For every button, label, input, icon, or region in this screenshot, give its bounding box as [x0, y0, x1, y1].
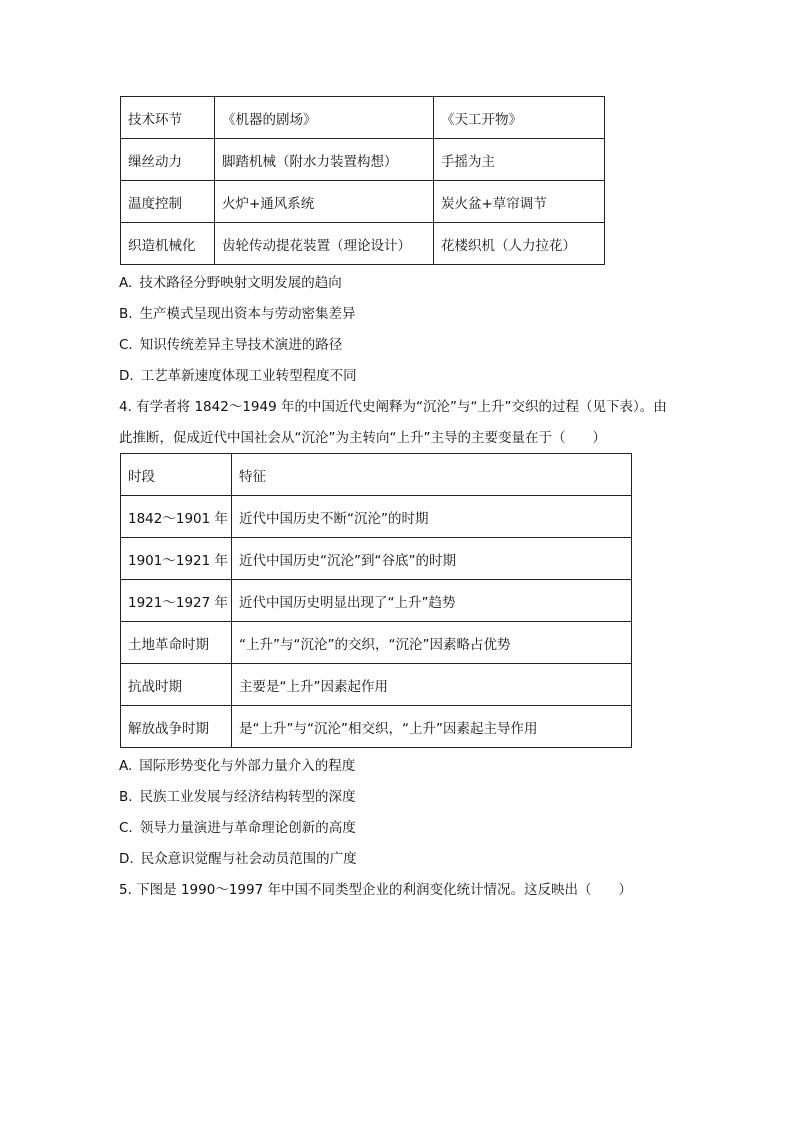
q3-option-c	[119, 335, 342, 355]
table-cell: 主要是“上升”因素起作用	[232, 664, 632, 706]
option-text: 工艺革新速度体现工业转型程度不同	[140, 368, 357, 384]
option-letter: A.	[119, 275, 133, 291]
table-cell: 1921～1927 年	[121, 580, 232, 622]
option-text: 领导力量演进与革命理论创新的高度	[139, 820, 356, 836]
table-cell: 土地革命时期	[121, 622, 232, 664]
table-row	[121, 538, 632, 580]
table-row	[121, 181, 605, 223]
table-cell: 解放战争时期	[121, 706, 232, 748]
table-row	[121, 580, 632, 622]
option-letter: A.	[119, 758, 133, 774]
table-row	[121, 139, 605, 181]
table-cell: 缫丝动力	[121, 139, 215, 181]
option-text: 国际形势变化与外部力量介入的程度	[139, 758, 356, 774]
q5-stem-line-1: 5. 下图是 1990～1997 年中国不同类型企业的利润变化统计情况。这反映出（ ）	[119, 882, 632, 898]
option-text: 民族工业发展与经济结构转型的深度	[139, 789, 356, 805]
table-cell: 是“上升”与“沉沦”相交织，“上升”因素起主导作用	[232, 706, 632, 748]
option-letter: D.	[119, 368, 134, 384]
option-text: 民众意识觉醒与社会动员范围的广度	[140, 851, 357, 867]
table-row	[121, 454, 632, 496]
q4-option-c	[119, 818, 356, 838]
table-cell: 齿轮传动提花装置（理论设计）	[215, 223, 434, 265]
table-cell: 时段	[121, 454, 232, 496]
history-periods-table	[120, 453, 632, 748]
table-cell: 脚踏机械（附水力装置构想）	[215, 139, 434, 181]
q4-stem-line-2: 此推断，促成近代中国社会从“沉沦”为主转向“上升”主导的主要变量在于（ ）	[119, 430, 606, 446]
table-row	[121, 223, 605, 265]
table-cell: 技术环节	[121, 97, 215, 139]
table-cell: 抗战时期	[121, 664, 232, 706]
q4-stem-line-1: 4. 有学者将 1842～1949 年的中国近代史阐释为“沉沦”与“上升”交织的过程（见下表）。由	[119, 399, 667, 415]
table-cell: 近代中国历史明显出现了“上升”趋势	[232, 580, 632, 622]
table-cell: 手摇为主	[434, 139, 605, 181]
q4-option-b	[119, 787, 356, 807]
table-cell: 《机器的剧场》	[215, 97, 434, 139]
q3-option-a	[119, 273, 342, 293]
option-text: 知识传统差异主导技术演进的路径	[139, 337, 343, 353]
option-letter: C.	[119, 337, 133, 353]
table-row	[121, 496, 632, 538]
table-cell: 近代中国历史“沉沦”到“谷底”的时期	[232, 538, 632, 580]
table-cell: “上升”与“沉沦”的交织，“沉沦”因素略占优势	[232, 622, 632, 664]
table-row	[121, 622, 632, 664]
option-text: 生产模式呈现出资本与劳动密集差异	[139, 306, 356, 322]
table-cell: 织造机械化	[121, 223, 215, 265]
table-cell: 近代中国历史不断“沉沦”的时期	[232, 496, 632, 538]
table-row	[121, 664, 632, 706]
option-text: 技术路径分野映射文明发展的趋向	[139, 275, 342, 291]
table-cell: 1842～1901 年	[121, 496, 232, 538]
table-cell: 温度控制	[121, 181, 215, 223]
q3-option-d	[119, 366, 357, 386]
table-cell: 特征	[232, 454, 632, 496]
q4-option-a	[119, 756, 355, 776]
table-cell: 花楼织机（人力拉花）	[434, 223, 605, 265]
q3-option-b	[119, 304, 356, 324]
table-cell: 火炉+通风系统	[215, 181, 434, 223]
technology-comparison-table	[120, 96, 605, 265]
option-letter: C.	[119, 820, 133, 836]
table-row	[121, 706, 632, 748]
q4-option-d	[119, 849, 357, 869]
option-letter: B.	[119, 306, 133, 322]
table-cell: 《天工开物》	[434, 97, 605, 139]
table-cell: 1901～1921 年	[121, 538, 232, 580]
option-letter: B.	[119, 789, 133, 805]
table-row	[121, 97, 605, 139]
option-letter: D.	[119, 851, 134, 867]
table-cell: 炭火盆+草帘调节	[434, 181, 605, 223]
